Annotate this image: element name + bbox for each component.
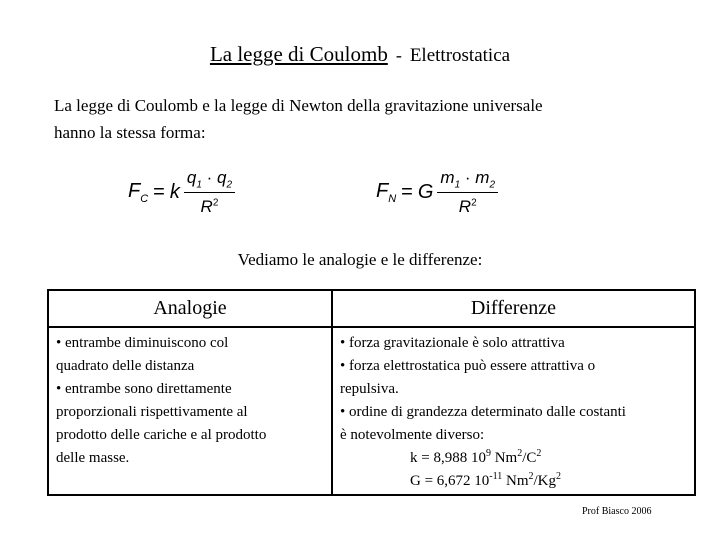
constant-k: k = 8,988 $10^9$ $Nm^2/C^2$ [410,448,542,466]
header-differenze: Differenze [332,290,695,327]
title-separator: - [395,45,402,65]
newton-numerator: $m_1 \cdot m_2$ [437,168,498,193]
slide-title [0,42,720,67]
analogie-line: • entrambe diminuiscono col [56,335,229,351]
coulomb-numerator: $q_1 \cdot q_2$ [184,168,235,193]
analogie-line: proporzionali rispettivamente al [56,404,248,420]
analogie-line: • entrambe sono direttamente [56,381,232,397]
table-body-row [48,327,695,495]
newton-constant: G [417,181,434,204]
header-analogie: Analogie [48,290,332,327]
comparison-table [47,289,696,496]
newton-equals: = [401,181,413,204]
intro-line-2: hanno la stessa forma: [54,123,206,142]
coulomb-denominator: $R^2$ [200,197,219,217]
differenze-line: • forza gravitazionale è solo attrattiva [340,335,565,351]
newton-denominator: $R^2$ [458,197,477,217]
intro-line-1: La legge di Coulomb e la legge di Newton della gravitazione universale [54,96,543,115]
title-subtitle: Elettrostatica [409,45,511,66]
newton-formula [376,168,498,217]
coulomb-constant: k [169,181,180,204]
differenze-line: • forza elettrostatica può essere attrattiva o [340,358,596,374]
coulomb-equals: = [153,181,165,204]
differenze-line: repulsiva. [340,381,399,397]
coulomb-fraction [184,168,235,217]
analogie-line: quadrato delle distanza [56,358,195,374]
analogie-line: prodotto delle cariche e al prodotto [56,427,267,443]
author-footer: Prof Biasco 2006 [582,506,652,517]
analogie-line: delle masse. [56,450,130,466]
newton-fraction [437,168,498,217]
newton-lhs: $F_N$ [376,180,397,206]
coulomb-formula [128,168,235,217]
constant-g: G = 6,672 $10^{-11}$ Nm$^2$/Kg$^2$ [410,471,562,489]
title-main: La legge di Coulomb [209,42,388,66]
differenze-line: è notevolmente diverso: [340,427,485,443]
intro-text [54,92,674,146]
analogie-cell [48,327,332,495]
differenze-line: • ordine di grandezza determinato dalle costanti [340,404,626,420]
table-header-row [48,290,695,327]
differenze-cell [332,327,695,495]
comparison-lead: Vediamo le analogie e le differenze: [237,250,483,269]
coulomb-lhs: $F_C$ [128,180,149,206]
